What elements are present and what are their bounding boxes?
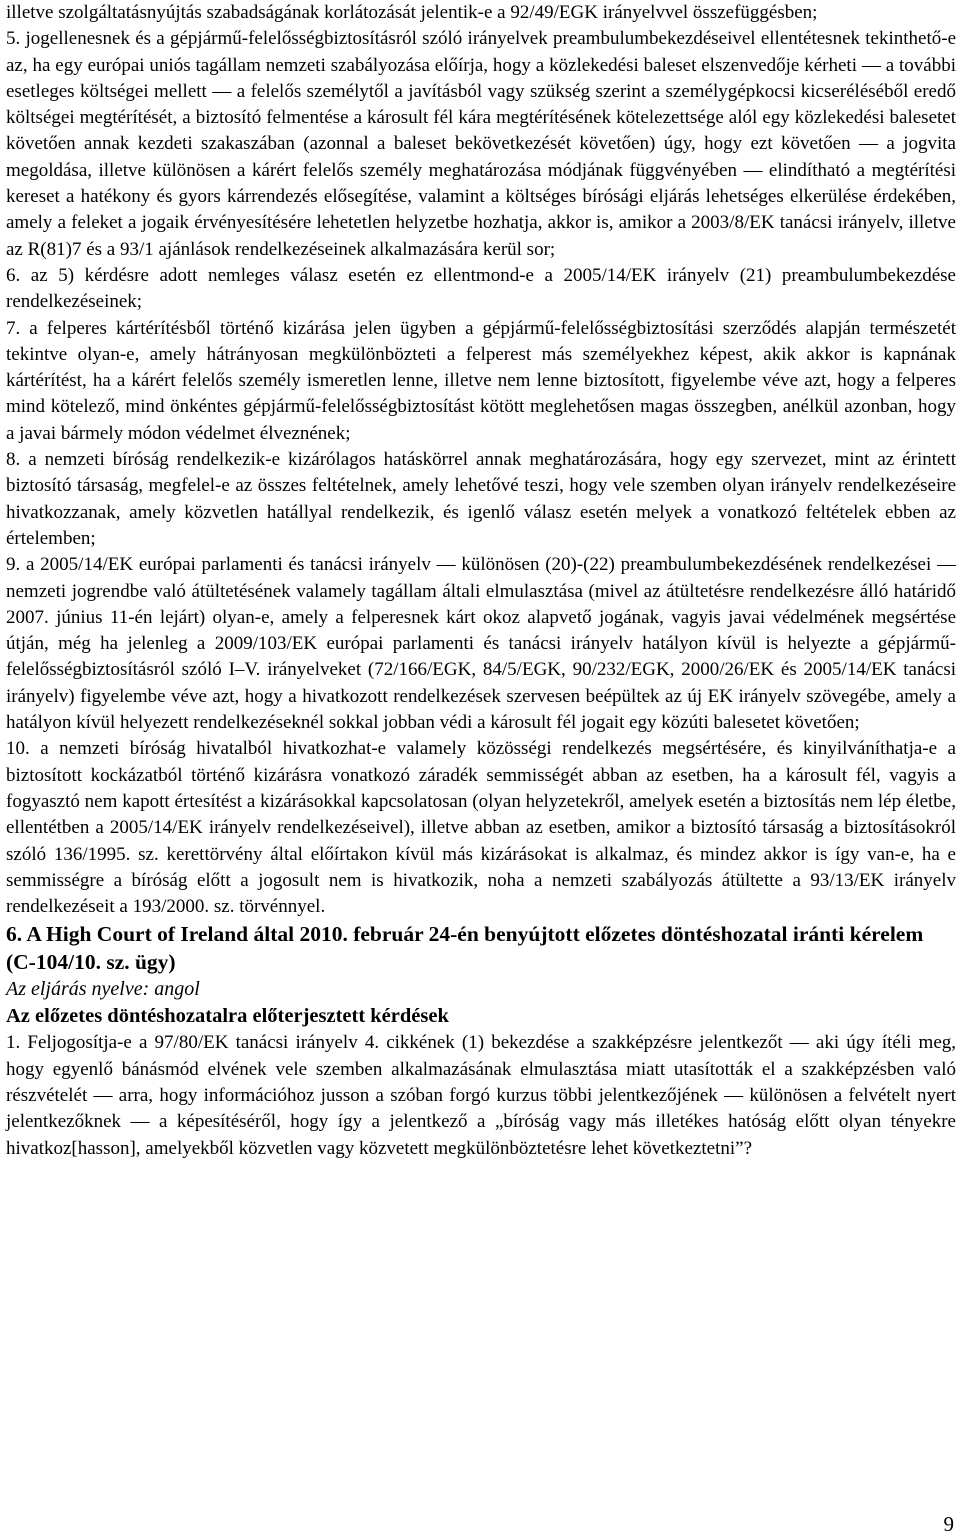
- procedure-language: Az eljárás nyelve: angol: [6, 978, 200, 1001]
- paragraph-continuation: illetve szolgáltatásnyújtás szabadságának korlátozását jelentik-e a 92/49/EGK irányelvvel összefüggésben;: [6, 2, 818, 23]
- page-number: 9: [943, 1512, 954, 1536]
- section-heading: 6. A High Court of Ireland által 2010. február 24-én benyújtott előzetes döntéshozatal iránti kérelem (C-104/10. sz. ügy): [6, 922, 924, 975]
- question-9: 9. a 2005/14/EK európai parlamenti és tanácsi irányelv — különösen (20)-(22) preambulumbekezdésének rendelkezései — nemzeti jogrendbe való átültetésének valamely tagállam általi elmulasztása (mivel az átültetésre rendelkezésre álló határidő 2007. június 11-én lejárt) olyan-e, amely a felperesnek kárt okoz alapvető jogának, vagyis javai védelmének megsértése útján, még ha jelenleg a 2009/103/EK európai parlamenti és tanácsi irányelv hatályon kívül is helyezte a gépjármű-felelősségbiztosításról szóló I–V. irányelveket (72/166/EGK, 84/5/EGK, 90/232/EGK, 2000/26/EK és 2005/14/EK tanácsi irányelv) figyelembe véve azt, hogy a hivatkozott rendelkezések szervesen beépültek az új EK irányelv szövegébe, amely a hatályon kívül helyezett rendelkezéseknél sokkal jobban védi a károsult fél jogait egy közúti balesetet követően;: [6, 554, 956, 734]
- question-1: 1. Feljogosítja-e a 97/80/EK tanácsi irányelv 4. cikkének (1) bekezdése a szakképzésre jelentkezőt — aki úgy ítéli meg, hogy egyenlő bánásmód elvének vele szemben alkalmazásának elmulasztása miatt utasították el a szakképzésben való részvételét — arra, hogy információhoz jusson a szóban forgó kurzus többi jelentkezőjének — különösen a felvételt nyert jelentkezőknek — a képesítéséről, hogy így a jelentkező a „bíróság vagy más illetékes hatóság előtt olyan tényekre hivatkoz[hasson], amelyekből közvetlen vagy közvetett megkülönböztetésre lehet következtetni”?: [6, 1032, 956, 1159]
- question-5: 5. jogellenesnek és a gépjármű-felelősségbiztosításról szóló irányelvek preambulumbekezdéseivel ellentétesnek tekinthető-e az, ha egy európai uniós tagállam nemzeti szabályozása előírja, hogy a közlekedési baleset elszenvedője kérheti — a további esetleges költségei mellett — a felelős személytől a javításból vagy szükség szerint a személygépkocsi kicseréléséből eredő költségei megtérítését, a biztosító felmentése a károsult fél kára megtérítésének kötelezettsége alól egy közlekedési balesetet követően annak kezdeti szakaszában (azonnal a baleset bekövetkezését követően) úgy, hogy ezt követően — a jogvita megoldása, illetve különösen a kárért felelős személy meghatározása módjának függvényében — elindítható a megtérítési kereset a hatékony és gyors kárrendezés elősegítése, valamint a költséges bírósági eljárás lehetséges elkerülése érdekében, amely a feleket a jogaik érvényesítésére lehetetlen helyzetbe hozhatja, akkor is, amikor a 2003/8/EK tanácsi irányelv, illetve az R(81)7 és a 93/1 ajánlások rendelkezéseinek alkalmazására kerül sor;: [6, 28, 956, 260]
- document-page: [6, 0, 956, 1162]
- question-6: 6. az 5) kérdésre adott nemleges válasz esetén ez ellentmond-e a 2005/14/EK irányelv (21) preambulumbekezdése rendelkezéseinek;: [6, 264, 956, 313]
- question-10: 10. a nemzeti bíróság hivatalból hivatkozhat-e valamely közösségi rendelkezés megsértésére, és kinyilváníthatja-e a biztosított kockázatból történő kizárásra vonatkozó záradék semmisségét abban az esetben, ha a károsult fél, vagyis a fogyasztó nem kapott értesítést a kizárásokkal kapcsolatosan (olyan helyzetekről, amelyek esetén a biztosítás nem lép életbe, ellentétben a 2005/14/EK irányelv rendelkezéseivel), illetve abban az esetben, amikor a biztosító társaság a biztosításokról szóló 136/1995. sz. kerettörvény által előírtakon kívül más kizárásokat is alkalmaz, és mindez akkor is így van-e, ha e semmisségre a bíróság előtt a jogosult nem is hivatkozik, noha a nemzeti szabályozás átültette a 93/13/EK irányelv rendelkezéseit a 193/2000. sz. törvénnyel.: [6, 738, 956, 918]
- questions-subheading: Az előzetes döntéshozatalra előterjesztett kérdések: [6, 1005, 449, 1028]
- question-8: 8. a nemzeti bíróság rendelkezik-e kizárólagos hatáskörrel annak meghatározására, hogy egy szervezet, mint az érintett biztosító társaság, megfelel-e az összes feltételnek, amely lehetővé teszi, hogy vele szemben olyan irányelv rendelkezéseire hivatkozzanak, amely közvetlen hatállyal rendelkezik, és igenlő válasz esetén melyek a vonatkozó feltételek ebben az értelemben;: [6, 449, 956, 549]
- question-7: 7. a felperes kártérítésből történő kizárása jelen ügyben a gépjármű-felelősségbiztosítási szerződés alapján természetét tekintve olyan-e, amely hátrányosan megkülönbözteti a felperest más személyekhez képest, akik akkor is kapnának kártérítést, ha a kárért felelős személy ismeretlen lenne, illetve nem lenne biztosított, figyelembe véve azt, hogy a felperes mind kötelező, mind önkéntes gépjármű-felelősségbiztosítást kötött meglehetősen magas összegben, anélkül azonban, hogy a javai bármely módon védelmet élveznének;: [6, 317, 956, 444]
